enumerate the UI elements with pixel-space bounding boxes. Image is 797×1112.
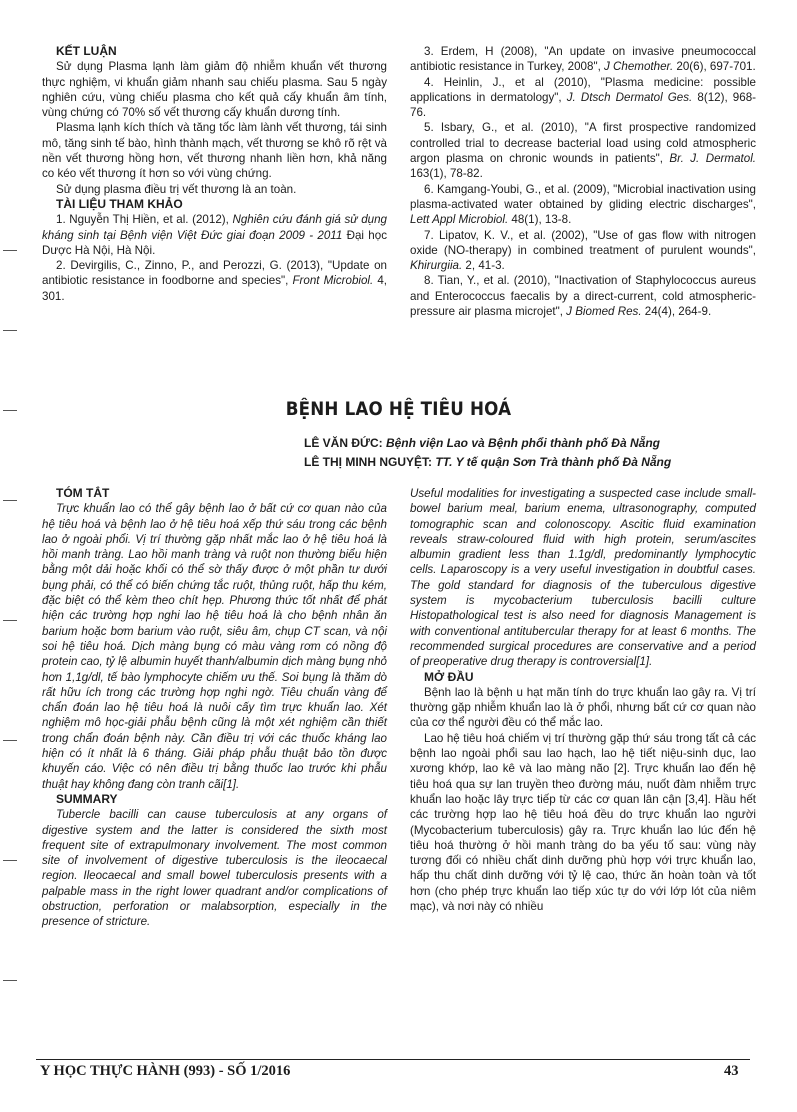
previous-article-column-right <box>410 44 756 319</box>
previous-article-column-left <box>42 44 387 304</box>
reference-item: 8. Tian, Y., et al. (2010), "Inactivation of Staphylococcus aureus and Enterococcus faecalis by a direct-current, cold atmospheric-pressure air plasma microjet", J Biomed Res. 24(4), 264-9. <box>410 274 756 319</box>
footer-rule <box>36 1059 750 1060</box>
reference-item: 1. Nguyễn Thị Hiền, et al. (2012), Nghiên cứu đánh giá sử dụng kháng sinh tại Bệnh viện Việt Đức giai đoạn 2009 - 2011 Đại học Dược Hà Nội, Hà Nội. <box>42 213 387 257</box>
binding-edge-mark <box>3 250 17 251</box>
reference-item: 4. Heinlin, J., et al (2010), "Plasma medicine: possible applications in dermatology", J. Dtsch Dermatol Ges. 8(12), 968-76. <box>410 75 757 120</box>
conclusion-paragraph: Plasma lạnh kích thích và tăng tốc làm lành vết thương, tái sinh mô, tăng sinh tế bào, hình thành mạch, vết thương se khô rõ rệt và nền vết thương hồng hơn, vết thương nhanh liền hơn, khả năng co kéo vết thương ít hơn so với vùng chứng. <box>42 121 387 181</box>
page-number: 43 <box>724 1063 739 1079</box>
binding-edge-mark <box>3 620 17 621</box>
reference-item: 3. Erdem, H (2008), "An update on invasive pneumococcal antibiotic resistance in Turkey, 2008", J Chemother. 20(6), 697-701. <box>410 45 756 74</box>
summary-english: Tubercle bacilli can cause tuberculosis at any organs of digestive system and the latter is considered the sixth most frequent site of extrapulmonary involvement. The most common site of involvement of digestive tuberculosis is the ileocaecal region. Ileocaecal and small bowel tuberculosis presents with a palpable mass in the right lower quadrant and/or complications of obstruction, perforation or malabsorption, especially in the presence of stricture. <box>42 808 387 929</box>
abstract-heading: TÓM TẮT <box>56 486 110 500</box>
binding-edge-mark <box>3 860 17 861</box>
article-column-right <box>410 486 756 914</box>
abstract-vietnamese: Trực khuẩn lao có thể gây bệnh lao ở bất cứ cơ quan nào của hệ tiêu hoá và bệnh lao ở hệ tiêu hoá xếp thứ sáu trong các bệnh lao ở ngoài phổi. Vị trí thường gặp nhất mắc lao ở hệ tiêu hoá là hồi manh tràng. Lao hồi manh tràng và ruột non thường biểu hiện bằng một dải hoặc khối có thể sờ thấy được ở một phần tư dưới bụng phải, có thể có biến chứng tắc ruột, thủng ruột, hấp thu kém, đặc biệt có thể kèm theo chít hẹp. Phương thức tốt nhất để phát hiện các trường hợp nghi lao hệ tiêu hoá là cho bệnh nhân ăn barium hoặc bơm barium vào ruột, siêu âm, chụp CT scan, và nội soi hệ tiêu hoá. Dịch màng bụng có màu vàng rơm có nồng độ protein cao, tỷ lệ albumin huyết thanh/albumin dịch màng bụng nhỏ hơn 1,1g/dl, tế bào lymphocyte chiếm ưu thế. Soi bụng là thăm dò rất hữu ích trong các trường hợp nghi ngờ. Tiêu chuẩn vàng để chẩn đoán lao hệ tiêu hoá là nuôi cấy tìm trực khuẩn lao. Xét nghiệm mô học-giải phẫu bệnh cũng là một xét nghiệm cần thiết trong chẩn đoán bệnh này. Cần điều trị với các thuốc kháng lao hiện có ít nhất là 6 tháng. Giải pháp phẫu thuật bảo tồn được khuyến cáo. Việc có nên điều trị bằng thuốc lao trước khi phẫu thuật hay không đang còn tranh cãi[1]. <box>42 502 387 791</box>
reference-item: 2. Devirgilis, C., Zinno, P., and Perozzi, G. (2013), "Update on antibiotic resistance in foodborne and species", Front Microbiol. 4, 301. <box>42 259 388 303</box>
binding-edge-mark <box>3 330 17 331</box>
references-heading: TÀI LIỆU THAM KHẢO <box>56 196 183 211</box>
introduction-paragraph: Lao hệ tiêu hoá chiếm vị trí thường gặp thứ sáu trong tất cả các bệnh lao ngoài phổi sau lao hạch, lao hệ tiết niệu-sinh dục, lao xương khớp, lao kê và lao màng não [2]. Trực khuẩn lao đến hệ tiêu hoá qua sự lan truyền theo đường máu, nuốt đàm nhiễm trực khuẩn lao hoặc lây trực tiếp từ các cơ quan lân cận [3,4]. Hầu hết các trường hợp lao hệ tiêu hoá đều do trực khuẩn lao người (Mycobacterium tuberculosis) gây ra. Trực khuẩn lao lúc đến hệ tiêu hoá thường ở hồi manh tràng do ba yếu tố sau: vùng này tương đối có nhiều chất dinh dưỡng phù hợp với trực khuẩn lao, hấp thu chất dinh dưỡng với tỷ lệ cao, thức ăn hoàn toàn và tốt hơn (cho phép trực khuẩn lao tiếp xúc tự do với lớp lót của niêm mạc), và nơi này có nhiều <box>410 731 756 914</box>
article-title: BỆNH LAO HỆ TIÊU HOÁ <box>285 398 512 420</box>
summary-english-continued: Useful modalities for investigating a suspected case include small-bowel barium meal, barium enema, ultrasonography, computed tomographic scan and colonoscopy. Ascitic fluid examination reveals straw-coloured fluid with high protein, serum/ascites albumin gradient less than 1.1g/dl, predominantly lymphocytic cells. Laparoscopy is a very useful investigation in doubtful cases. The gold standard for diagnosis of the tuberculous digestive system is mycobacterium tuberculosis bacilli culture Histopathological test is also need for diagnosis Management is with conventional antitubercular therapy for at least 6 months. The recommended surgical procedures are conservative and a period of preoperative drug therapy is controversial[1]. <box>410 487 756 669</box>
author-affiliation: Bệnh viện Lao và Bệnh phổi thành phố Đà Nẵng <box>385 436 660 450</box>
reference-item: 7. Lipatov, K. V., et al. (2002), "Use of gas flow with nitrogen oxide (NO-therapy) in combined treatment of purulent wounds", Khirurgiia. 2, 41-3. <box>410 228 756 273</box>
binding-edge-mark <box>3 980 17 981</box>
summary-heading: SUMMARY <box>56 791 118 806</box>
author-affiliation: TT. Y tế quận Sơn Trà thành phố Đà Nẵng <box>435 455 672 469</box>
binding-edge-mark <box>3 410 17 411</box>
reference-item: 5. Isbary, G., et al. (2010), "A first prospective randomized controlled trial to decrease bacterial load using cold atmospheric argon plasma on chronic wounds in patients", Br. J. Dermatol. 163(1), 78-82. <box>410 121 756 181</box>
conclusion-heading: KẾT LUẬN <box>56 44 117 58</box>
reference-item: 6. Kamgang-Youbi, G., et al. (2009), "Microbial inactivation using plasma-activated water obtained by gliding electric discharges", Lett Appl Microbiol. 48(1), 13-8. <box>410 182 756 227</box>
binding-edge-mark <box>3 740 17 741</box>
conclusion-paragraph: Sử dụng plasma điều trị vết thương là an toàn. <box>56 182 297 196</box>
author-name: LÊ VĂN ĐỨC: <box>304 436 386 450</box>
author-line <box>304 436 660 450</box>
introduction-heading: MỞ ĐẦU <box>424 669 474 684</box>
author-name: LÊ THỊ MINH NGUYỆT: <box>304 455 436 469</box>
author-line <box>304 455 671 469</box>
journal-footer: Y HỌC THỰC HÀNH (993) - SỐ 1/2016 <box>40 1063 291 1079</box>
binding-edge-mark <box>3 500 17 501</box>
conclusion-paragraph: Sử dụng Plasma lạnh làm giảm độ nhiễm khuẩn vết thương thực nghiệm, vi khuẩn giảm nhanh sau chiếu plasma. Sau 5 ngày nghiên cứu, vùng chiếu plasma cho kết quả cấy khuẩn âm tính, vùng chứng có 70% số vết thương cấy khuẩn dương tính. <box>42 60 387 120</box>
introduction-paragraph: Bệnh lao là bệnh u hạt mãn tính do trực khuẩn lao gây ra. Vị trí thường gặp nhiễm khuẩn lao là ở phổi, nhưng bất cứ cơ quan nào của cơ thể người đều có thể mắc lao. <box>410 685 756 730</box>
article-column-left <box>42 486 387 930</box>
